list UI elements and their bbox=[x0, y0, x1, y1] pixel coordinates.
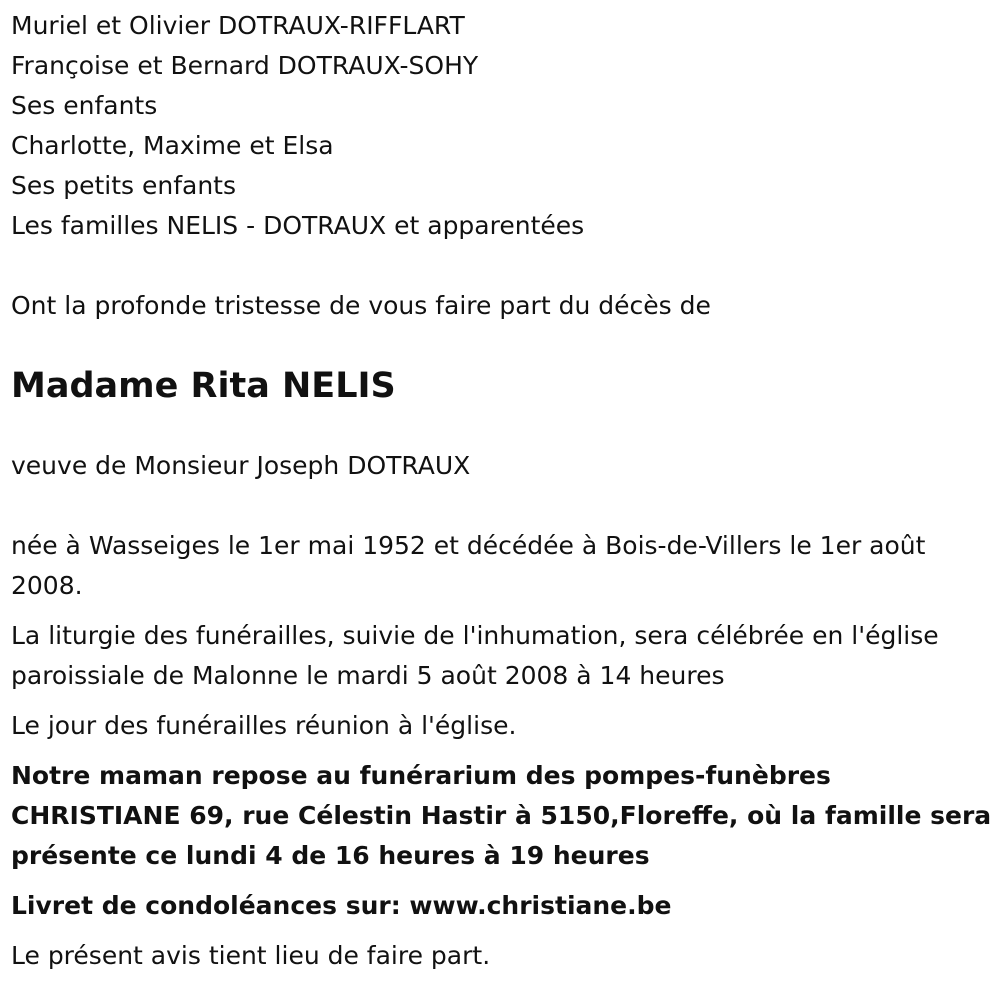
funerarium-line-2: CHRISTIANE 69, rue Célestin Hastir à 5150,Floreffe, où la famille sera bbox=[11, 801, 992, 830]
obituary-notice bbox=[11, 6, 991, 976]
condolences-text: Livret de condoléances sur: www.christiane.be bbox=[11, 891, 672, 920]
spacer bbox=[11, 246, 991, 286]
liturgy-line-2: paroissiale de Malonne le mardi 5 août 2008 à 14 heures bbox=[11, 661, 725, 690]
family-line-5: Ses petits enfants bbox=[11, 171, 237, 200]
funerarium-line-1: Notre maman repose au funérarium des pompes-funèbres bbox=[11, 761, 831, 790]
spacer bbox=[11, 606, 991, 616]
family-line-1: Muriel et Olivier DOTRAUX-RIFFLART bbox=[11, 11, 465, 40]
family-line-3: Ses enfants bbox=[11, 91, 158, 120]
spacer bbox=[11, 746, 991, 756]
family-line-4: Charlotte, Maxime et Elsa bbox=[11, 131, 334, 160]
widow-of-text: veuve de Monsieur Joseph DOTRAUX bbox=[11, 451, 471, 480]
funerarium-line-3: présente ce lundi 4 de 16 heures à 19 heures bbox=[11, 841, 650, 870]
spacer bbox=[11, 406, 991, 446]
deceased-name: Madame Rita NELIS bbox=[11, 366, 396, 406]
spacer bbox=[11, 346, 991, 366]
family-line-6: Les familles NELIS - DOTRAUX et apparentées bbox=[11, 211, 585, 240]
spacer bbox=[11, 926, 991, 936]
birth-death-line-2: 2008. bbox=[11, 571, 83, 600]
meeting-text: Le jour des funérailles réunion à l'église. bbox=[11, 711, 517, 740]
liturgy-line-1: La liturgie des funérailles, suivie de l'inhumation, sera célébrée en l'église bbox=[11, 621, 939, 650]
spacer bbox=[11, 326, 991, 346]
family-line-2: Françoise et Bernard DOTRAUX-SOHY bbox=[11, 51, 479, 80]
closing-text: Le présent avis tient lieu de faire part. bbox=[11, 941, 491, 970]
spacer bbox=[11, 696, 991, 706]
announcement-text: Ont la profonde tristesse de vous faire part du décès de bbox=[11, 291, 711, 320]
birth-death-line-1: née à Wasseiges le 1er mai 1952 et décédée à Bois-de-Villers le 1er août bbox=[11, 531, 926, 560]
spacer bbox=[11, 486, 991, 526]
spacer bbox=[11, 876, 991, 886]
